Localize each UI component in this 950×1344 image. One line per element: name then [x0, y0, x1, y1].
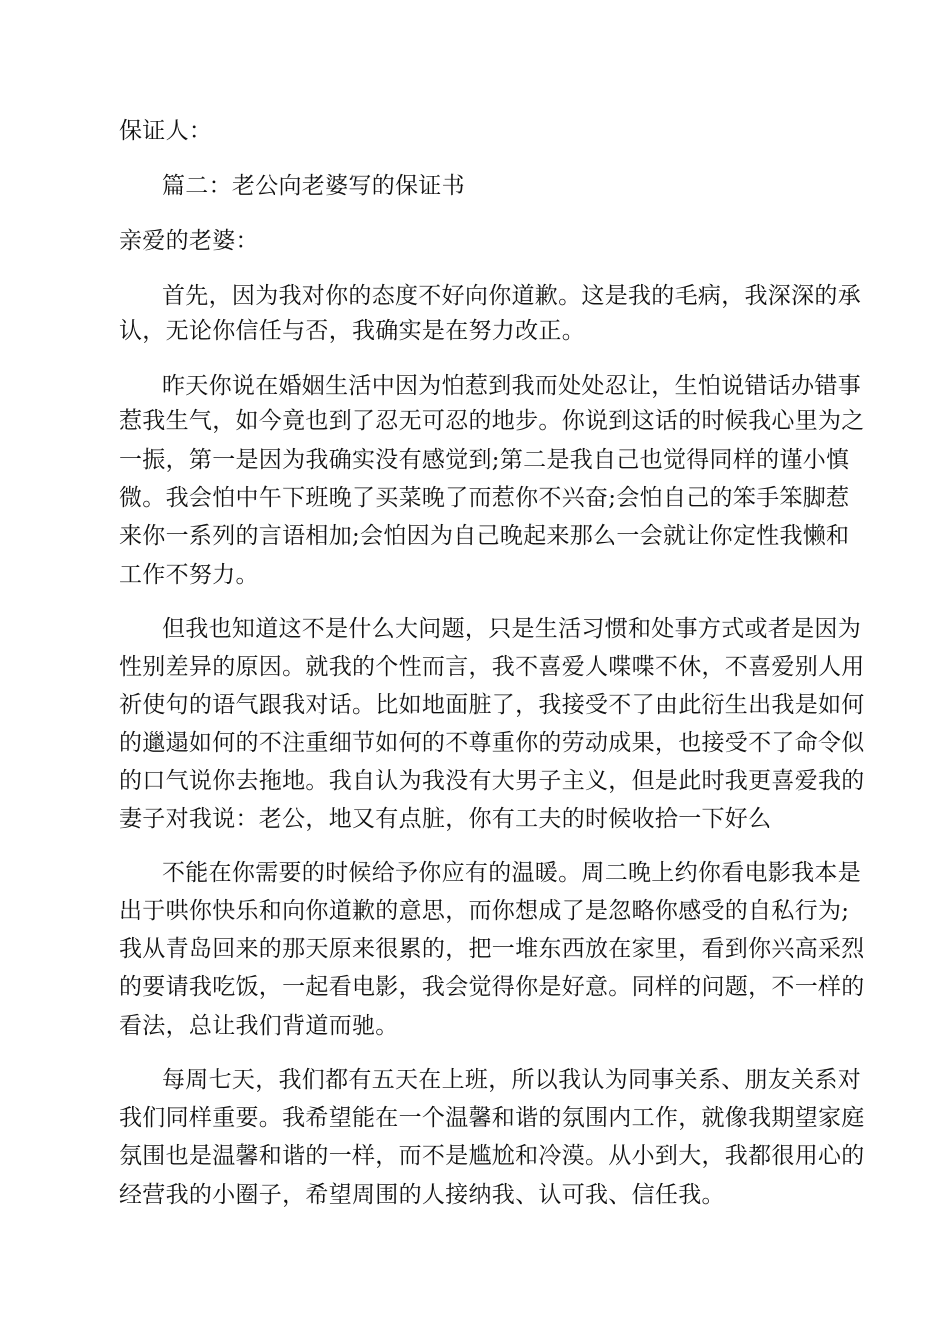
- paragraph-1-line-2: 认，无论你信任与否，我确实是在努力改正。: [119, 318, 585, 344]
- paragraph-5-line-3: 氛围也是温馨和谐的一样，而不是尴尬和冷漠。从小到大，我都很用心的: [119, 1143, 865, 1169]
- paragraph-2-line-1: 昨天你说在婚姻生活中因为怕惹到我而处处忍让，生怕说错话办错事: [162, 373, 861, 399]
- paragraph-3-line-5: 的口气说你去拖地。我自认为我没有大男子主义，但是此时我更喜爱我的: [119, 768, 865, 794]
- paragraph-5-line-4: 经营我的小圈子，希望周围的人接纳我、认可我、信任我。: [119, 1182, 725, 1208]
- paragraph-4-line-2: 出于哄你快乐和向你道歉的意思，而你想成了是忽略你感受的自私行为;: [119, 898, 850, 924]
- paragraph-2-line-2: 惹我生气，如今竟也到了忍无可忍的地步。你说到这话的时候我心里为之: [119, 408, 865, 434]
- salutation: 亲爱的老婆：: [119, 228, 259, 254]
- guarantor-label: 保证人：: [119, 118, 213, 144]
- paragraph-4-line-5: 看法，总让我们背道而驰。: [119, 1013, 399, 1039]
- paragraph-2-line-4: 微。我会怕中午下班晚了买菜晚了而惹你不兴奋;会怕自己的笨手笨脚惹: [119, 485, 850, 511]
- paragraph-4-line-3: 我从青岛回来的那天原来很累的，把一堆东西放在家里，看到你兴高采烈: [119, 936, 865, 962]
- paragraph-3-line-1: 但我也知道这不是什么大问题，只是生活习惯和处事方式或者是因为: [162, 616, 861, 642]
- paragraph-3-line-4: 的邋遢如何的不注重细节如何的不尊重你的劳动成果，也接受不了命令似: [119, 730, 865, 756]
- paragraph-4-line-1: 不能在你需要的时候给予你应有的温暖。周二晚上约你看电影我本是: [162, 860, 861, 886]
- paragraph-5-line-2: 我们同样重要。我希望能在一个温馨和谐的氛围内工作，就像我期望家庭: [119, 1105, 865, 1131]
- paragraph-2-line-6: 工作不努力。: [119, 562, 259, 588]
- paragraph-2-line-5: 来你一系列的言语相加;会怕因为自己晚起来那么一会就让你定性我懒和: [119, 523, 850, 549]
- paragraph-1-line-1: 首先，因为我对你的态度不好向你道歉。这是我的毛病，我深深的承: [162, 283, 861, 309]
- paragraph-5-line-1: 每周七天，我们都有五天在上班，所以我认为同事关系、朋友关系对: [162, 1067, 861, 1093]
- paragraph-3-line-6: 妻子对我说：老公，地又有点脏，你有工夫的时候收拾一下好么: [119, 806, 772, 832]
- section-title: 篇二：老公向老婆写的保证书: [162, 173, 465, 199]
- paragraph-3-line-3: 祈使句的语气跟我对话。比如地面脏了，我接受不了由此衍生出我是如何: [119, 692, 865, 718]
- paragraph-2-line-3: 一振，第一是因为我确实没有感觉到;第二是我自己也觉得同样的谨小慎: [119, 447, 850, 473]
- paragraph-4-line-4: 的要请我吃饭，一起看电影，我会觉得你是好意。同样的问题，不一样的: [119, 974, 865, 1000]
- paragraph-3-line-2: 性别差异的原因。就我的个性而言，我不喜爱人喋喋不休，不喜爱别人用: [119, 654, 865, 680]
